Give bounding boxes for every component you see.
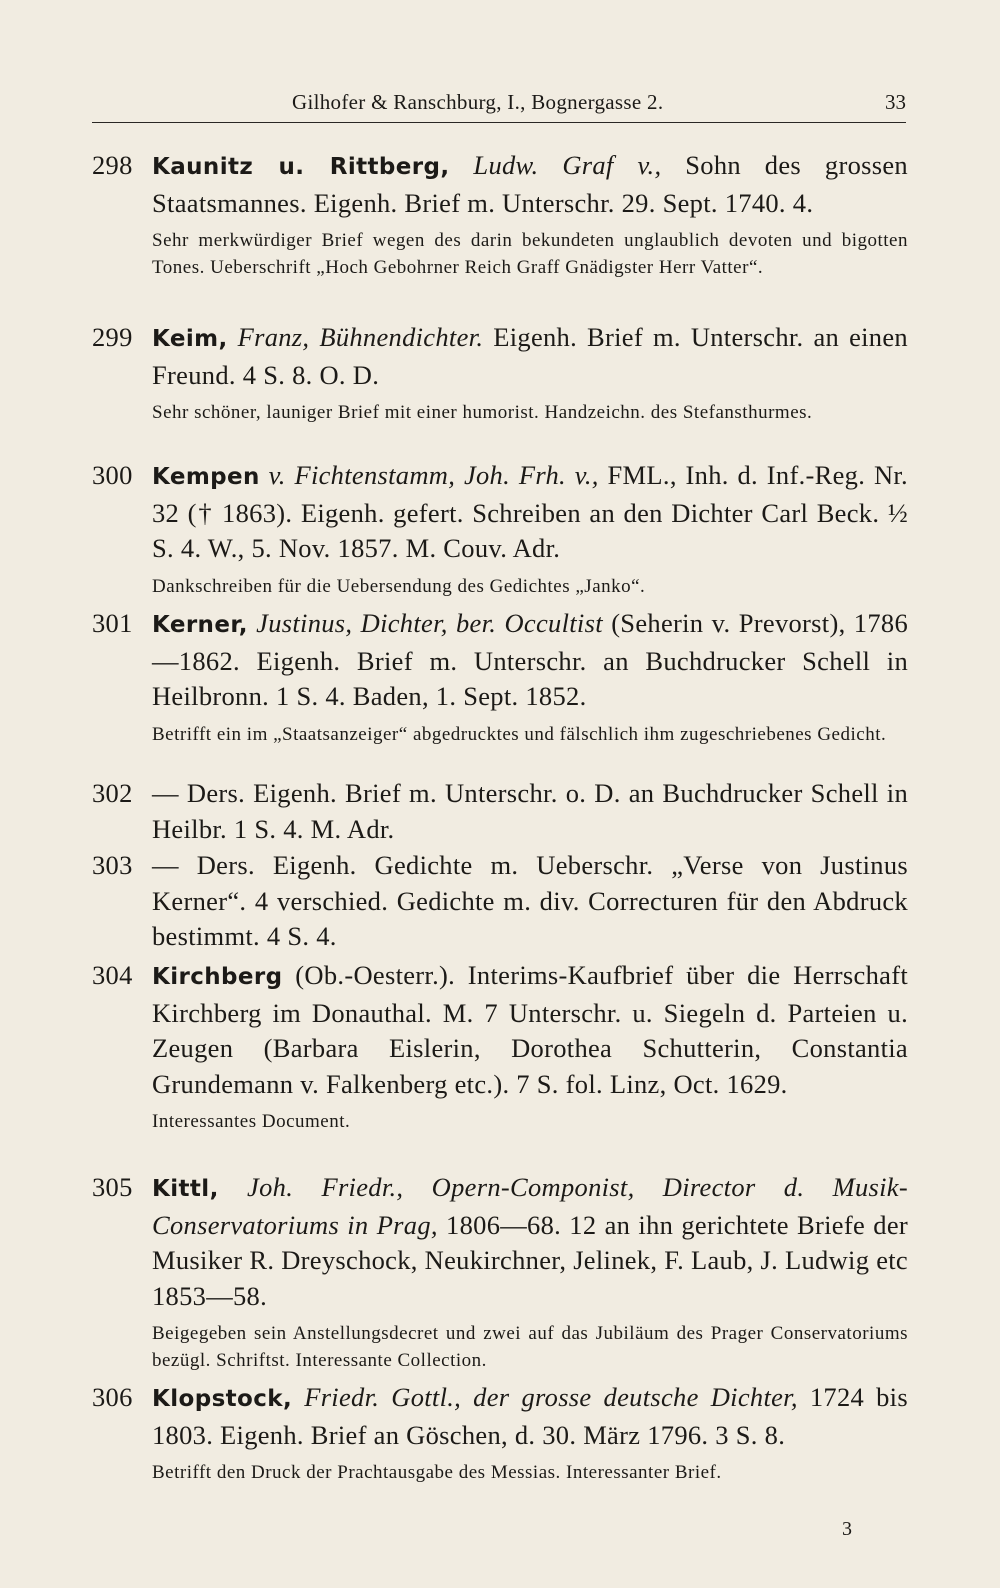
catalog-entry	[92, 458, 908, 600]
entry-name: Kaunitz u. Rittberg,	[152, 154, 450, 180]
running-header	[92, 88, 906, 123]
entry-main	[92, 1380, 908, 1453]
catalog-entry	[92, 776, 908, 847]
entry-text: 1724 bis 1803. Eigenh. Brief an Göschen, d. 30. März 1796. 3 S. 8.	[152, 1382, 908, 1450]
entry-text: Eigenh. Brief m. Unterschr. an einen Freund. 4 S. 8. O. D.	[152, 322, 908, 390]
entry-note: Betrifft den Druck der Prachtausgabe des Messias. Interessanter Brief.	[152, 1462, 722, 1483]
lot-number: 303	[92, 850, 133, 880]
entry-main	[92, 148, 908, 221]
entry-main	[92, 458, 908, 567]
entry-name: Kittl,	[152, 1176, 219, 1202]
entry-title: Joh. Friedr., Opern-Componist, Director d. Musik-Conservatoriums in Prag,	[152, 1172, 908, 1240]
entry-name: Klopstock,	[152, 1386, 293, 1412]
lot-number: 305	[92, 1172, 133, 1202]
entry-note: Dankschreiben für die Uebersendung des Gedichtes „Janko“.	[152, 575, 646, 597]
lot-number: 298	[92, 150, 133, 180]
entry-name: Kirchberg	[152, 964, 283, 990]
signature-mark: 3	[842, 1518, 852, 1540]
entry-note: Betrifft ein im „Staatsanzeiger“ abgedrucktes und fälschlich ihm zugeschriebenes Gedicht.	[152, 723, 887, 745]
catalog-entry	[92, 1170, 908, 1374]
entry-title: Justinus, Dichter, ber. Occultist	[256, 608, 603, 638]
entry-text: — Ders. Eigenh. Gedichte m. Ueberschr. „Verse von Justinus Kerner“. 4 verschied. Gedichte m. div. Correcturen für den Abdruck bestimmt. 4 S. 4.	[152, 850, 908, 951]
entry-main	[92, 958, 908, 1102]
entry-main	[92, 776, 908, 847]
catalog-entry	[92, 958, 908, 1135]
entry-note: Beigegeben sein Anstellungsdecret und zwei auf das Jubiläum des Prager Conservatoriums bezügl. Schriftst. Interessante Collection.	[152, 1323, 908, 1371]
page-number: 33	[885, 90, 906, 114]
entry-text: (Ob.-Oesterr.). Interims-Kaufbrief über die Herrschaft Kirchberg im Donauthal. M. 7 Unterschr. u. Siegeln d. Parteien u. Zeugen (Barbara Eislerin, Dorothea Schutterin, Constantia Grundemann v. Falkenberg etc.). 7 S. fol. Linz, Oct. 1629.	[152, 960, 908, 1099]
entry-title: Franz, Bühnendichter.	[237, 322, 484, 352]
lot-number: 299	[92, 322, 133, 352]
header-title: Gilhofer & Ranschburg, I., Bognergasse 2.	[292, 90, 664, 114]
entry-name: Keim,	[152, 326, 228, 352]
catalog-entry	[92, 1380, 908, 1486]
entry-main	[92, 1170, 908, 1314]
entry-text: FML., Inh. d. Inf.-Reg. Nr. 32 († 1863). Eigenh. gefert. Schreiben an den Dichter Carl Beck. ½ S. 4. W., 5. Nov. 1857. M. Couv. Adr.	[152, 460, 908, 563]
entry-name: Kempen	[152, 464, 260, 490]
entry-main	[92, 606, 908, 715]
entry-text: (Seherin v. Prevorst), 1786—1862. Eigenh. Brief m. Unterschr. an Buchdrucker Schell in Heilbronn. 1 S. 4. Baden, 1. Sept. 1852.	[152, 608, 908, 711]
entry-note: Interessantes Document.	[152, 1111, 351, 1132]
entry-title: Ludw. Graf v.,	[473, 150, 662, 180]
entry-title: Friedr. Gottl., der grosse deutsche Dichter,	[304, 1382, 798, 1412]
catalog-entry	[92, 320, 908, 426]
entry-main	[92, 320, 908, 393]
lot-number: 306	[92, 1382, 133, 1412]
lot-number: 302	[92, 778, 133, 808]
entry-title: v. Fichtenstamm, Joh. Frh. v.,	[268, 460, 599, 490]
entry-text: — Ders. Eigenh. Brief m. Unterschr. o. D. an Buchdrucker Schell in Heilbr. 1 S. 4. M. Adr.	[152, 778, 908, 844]
lot-number: 304	[92, 960, 133, 990]
catalog-entry	[92, 606, 908, 748]
entry-main	[92, 848, 908, 955]
entry-text: Sohn des grossen Staatsmannes. Eigenh. Brief m. Unterschr. 29. Sept. 1740. 4.	[152, 150, 908, 218]
lot-number: 301	[92, 608, 133, 638]
entry-text: 1806—68. 12 an ihn gerichtete Briefe der Musiker R. Dreyschock, Neukirchner, Jelinek, F. Laub, J. Ludwig etc 1853—58.	[152, 1209, 909, 1311]
entry-name: Kerner,	[152, 612, 248, 638]
catalog-entry	[92, 148, 908, 281]
entry-note: Sehr merkwürdiger Brief wegen des darin bekundeten unglaublich devoten und bigotten Tones. Ueberschrift „Hoch Gebohrner Reich Graff Gnädigster Herr Vatter“.	[152, 230, 908, 278]
entry-note: Sehr schöner, launiger Brief mit einer humorist. Handzeichn. des Stefansthurmes.	[152, 402, 813, 423]
lot-number: 300	[92, 460, 133, 490]
catalog-entry	[92, 848, 908, 955]
